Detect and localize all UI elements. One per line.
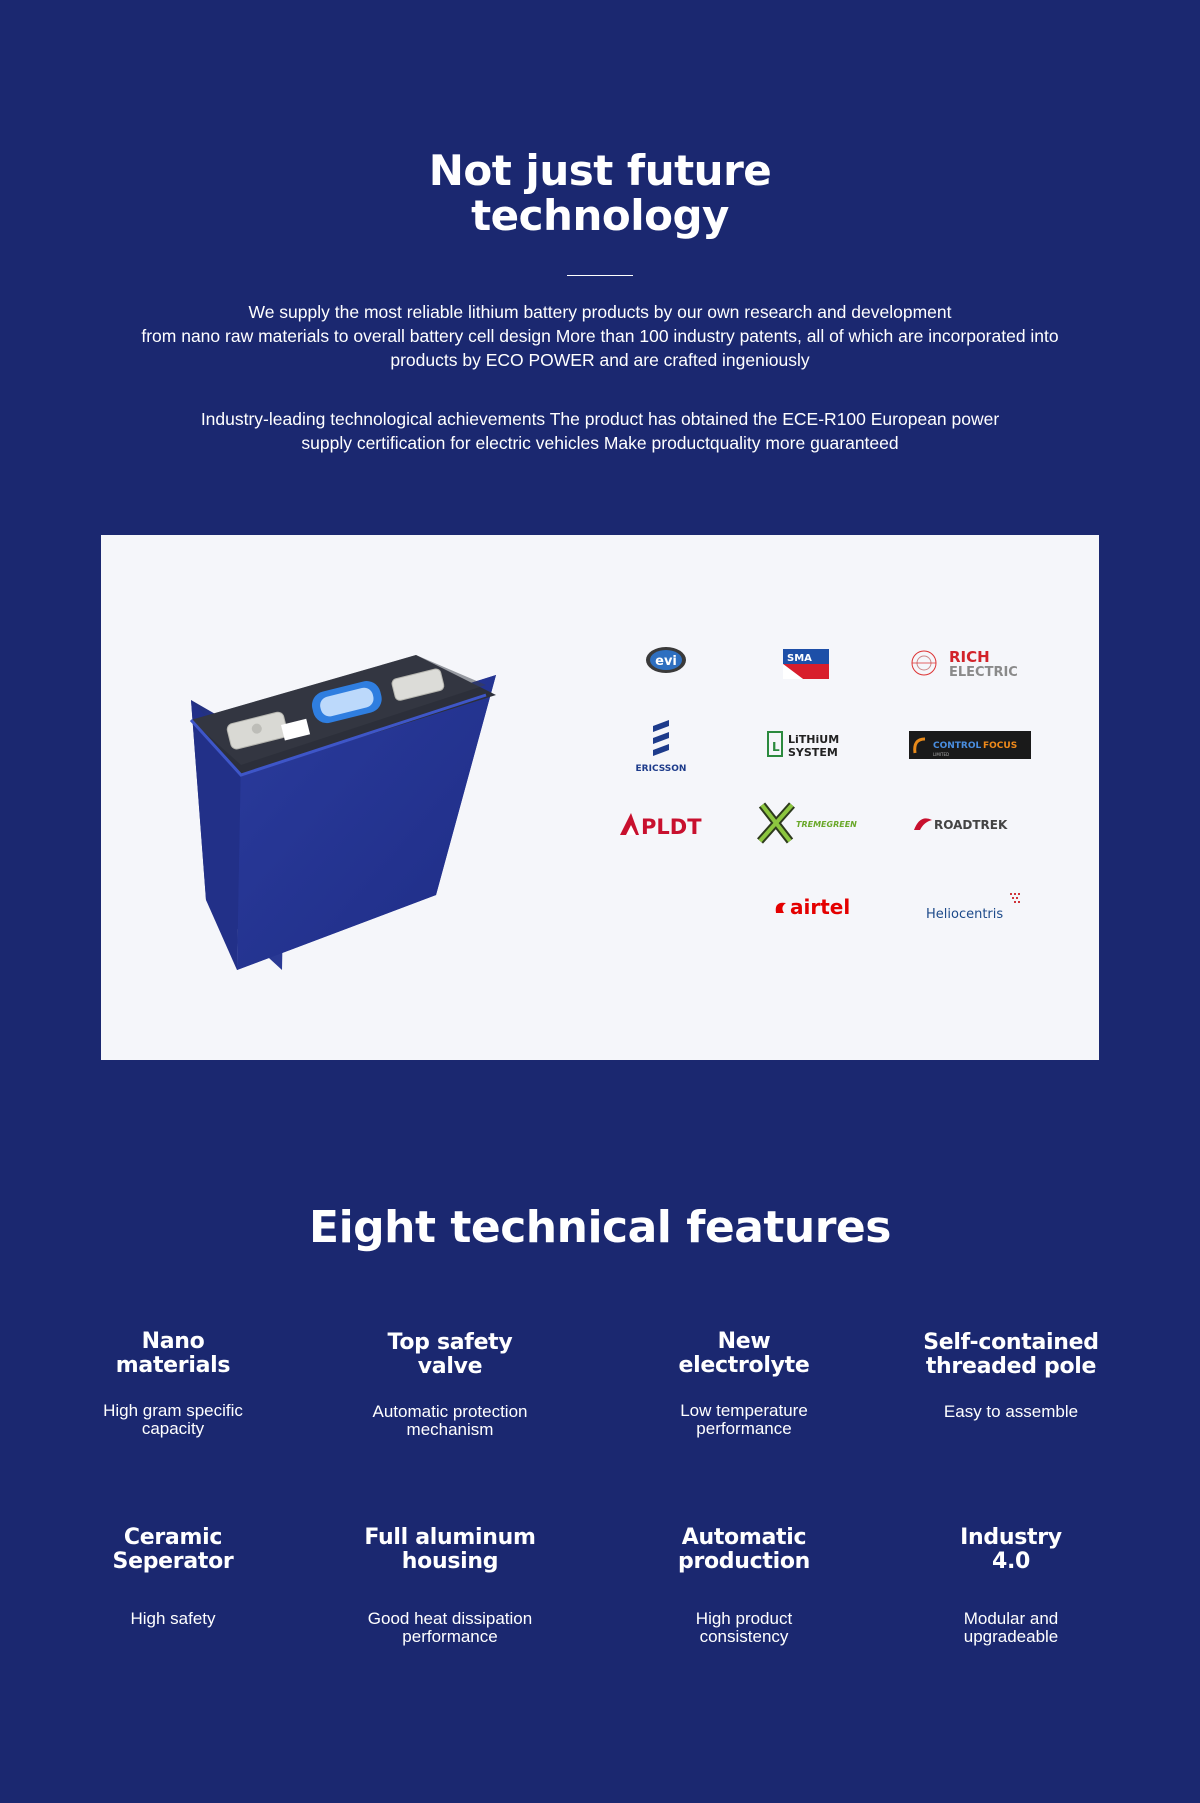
sma-text: SMA: [787, 653, 812, 664]
partner-logo-ericsson: [621, 720, 701, 775]
intro-1-line-1: We supply the most reliable lithium battery products by our own research and development: [248, 302, 952, 322]
partner-logo-control-focus: [908, 730, 1032, 760]
intro-1-line-2: from nano raw materials to overall battery cell design More than 100 industry patents, all of which are incorporated into: [141, 326, 1059, 346]
partner-logo-rich-electric: [906, 645, 1036, 681]
hero-title: [300, 148, 900, 238]
focus-text: FOCUS: [983, 741, 1018, 751]
partner-logo-xtremegreen: [756, 800, 876, 848]
feature-title: Self-contained threaded pole: [923, 1330, 1099, 1379]
partner-logo-heliocentris: [911, 890, 1031, 924]
lithium-text: LiTHiUM: [788, 733, 840, 746]
feature-automatic-production: [624, 1526, 864, 1646]
feature-title: Automatic production: [678, 1525, 810, 1574]
feature-description: Good heat dissipation performance: [367, 1609, 533, 1646]
partner-logo-lithium-system: [766, 728, 856, 760]
intro-paragraph-1: [110, 300, 1090, 372]
intro-2-line-1: Industry-leading technological achievements The product has obtained the ECE-R100 European power: [200, 409, 1000, 429]
control-text: CONTROL: [933, 741, 982, 751]
hero-title-line-1: Not just future: [428, 146, 772, 195]
feature-description: Low temperature performance: [680, 1401, 808, 1438]
feature-industry-4-0: [891, 1526, 1131, 1646]
feature-ceramic-separator: [53, 1526, 293, 1628]
feature-threaded-pole: [891, 1331, 1131, 1421]
battery-cell-image: [181, 655, 511, 995]
ericsson-text: ERICSSON: [635, 764, 687, 774]
limited-text: LIMITED: [933, 752, 950, 757]
electric-text: ELECTRIC: [949, 665, 1018, 680]
feature-title: Full aluminum housing: [364, 1525, 536, 1574]
feature-description: Automatic protection mechanism: [372, 1402, 528, 1439]
hero-title-line-2: technology: [471, 191, 729, 240]
feature-description: Modular and upgradeable: [963, 1609, 1059, 1646]
partner-logo-evi: [641, 645, 691, 675]
feature-full-aluminum-housing: [330, 1526, 570, 1646]
feature-description: High gram specific capacity: [103, 1401, 243, 1438]
system-text: SYSTEM: [788, 746, 838, 759]
xtremegreen-text: TREMEGREEN: [796, 820, 857, 829]
hero-divider: [567, 275, 633, 276]
feature-title: Industry 4.0: [960, 1525, 1062, 1574]
feature-description: Easy to assemble: [943, 1402, 1079, 1421]
features-title: Eight technical features: [309, 1202, 891, 1253]
feature-new-electrolyte: [624, 1330, 864, 1438]
partner-logo-airtel: [771, 892, 861, 922]
partner-logo-roadtrek: [911, 810, 1031, 838]
intro-1-line-3: products by ECO POWER and are crafted ingeniously: [390, 350, 810, 370]
feature-title: Top safety valve: [387, 1330, 513, 1379]
rich-text: RICH: [949, 648, 990, 666]
feature-title: Nano materials: [115, 1329, 231, 1378]
feature-description: High safety: [130, 1609, 216, 1628]
feature-title: Ceramic Seperator: [112, 1525, 234, 1574]
intro-2-line-2: supply certification for electric vehicles Make productquality more guaranteed: [301, 433, 899, 453]
partner-logos: [611, 630, 1051, 950]
feature-description: High product consistency: [695, 1609, 793, 1646]
partner-logo-pldt: [616, 808, 706, 840]
feature-top-safety-valve: [330, 1331, 570, 1439]
intro-paragraph-2: [110, 407, 1090, 455]
svg-text:L: L: [772, 740, 780, 754]
product-partners-panel: [101, 535, 1099, 1060]
feature-title: New electrolyte: [678, 1329, 810, 1378]
pldt-text: PLDT: [641, 815, 702, 839]
feature-nano-materials: [53, 1330, 293, 1438]
partner-logo-sma: [776, 648, 836, 680]
airtel-text: airtel: [790, 895, 851, 919]
evi-text: evi: [655, 654, 677, 669]
heliocentris-text: Heliocentris: [926, 907, 1004, 922]
roadtrek-text: ROADTREK: [934, 818, 1008, 832]
